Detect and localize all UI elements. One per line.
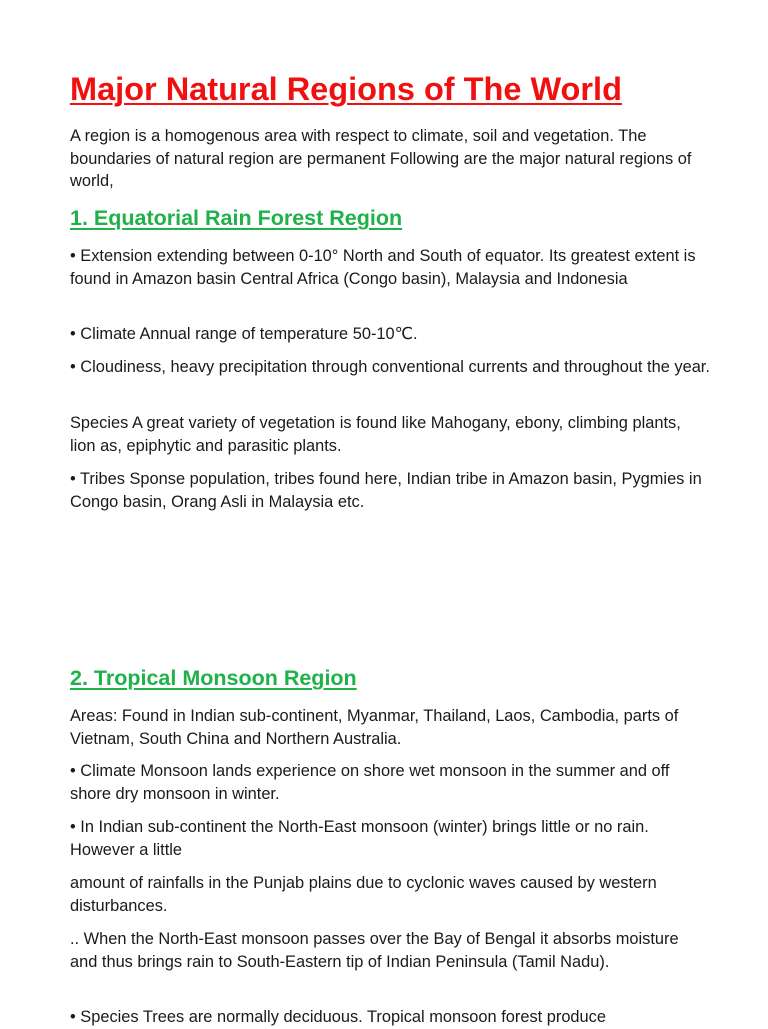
section-heading-equatorial: 1. Equatorial Rain Forest Region [70,206,403,230]
paragraph-areas: Areas: Found in Indian sub-continent, Myanmar, Thailand, Laos, Cambodia, parts of Vietnam, South China and Northern Australia. [70,707,679,748]
paragraph-bay-of-bengal: .. When the North-East monsoon passes over the Bay of Bengal it absorbs moisture and thus brings rain to South-Eastern tip of Indian Peninsula (Tamil Nadu). [70,930,679,971]
paragraph-extension: • Extension extending between 0-10° North and South of equator. Its greatest extent is found in Amazon basin Central Africa (Congo basin), Malaysia and Indonesia [70,247,696,288]
paragraph-north-east-monsoon: • In Indian sub-continent the North-East monsoon (winter) brings little or no rain. However a little [70,818,649,859]
paragraph-tribes: • Tribes Sponse population, tribes found here, Indian tribe in Amazon basin, Pygmies in Congo basin, Orang Asli in Malaysia etc. [70,470,702,511]
document-title: Major Natural Regions of The World [70,71,622,107]
section-heading-monsoon: 2. Tropical Monsoon Region [70,666,357,690]
paragraph-climate: • Climate Annual range of temperature 50-10℃. [70,325,418,343]
paragraph-rainfall: amount of rainfalls in the Punjab plains due to cyclonic waves caused by western disturbances. [70,874,657,915]
paragraph-monsoon-climate: • Climate Monsoon lands experience on shore wet monsoon in the summer and off shore dry monsoon in winter. [70,762,670,803]
intro-paragraph: A region is a homogenous area with respect to climate, soil and vegetation. The boundaries of natural region are permanent Following are the major natural regions of world, [70,127,692,190]
paragraph-species-monsoon: • Species Trees are normally deciduous. Tropical monsoon forest produce [70,1008,606,1026]
paragraph-cloudiness: • Cloudiness, heavy precipitation through conventional currents and throughout the year. [70,358,710,376]
paragraph-species: Species A great variety of vegetation is found like Mahogany, ebony, climbing plants, lion as, epiphytic and parasitic plants. [70,414,681,455]
